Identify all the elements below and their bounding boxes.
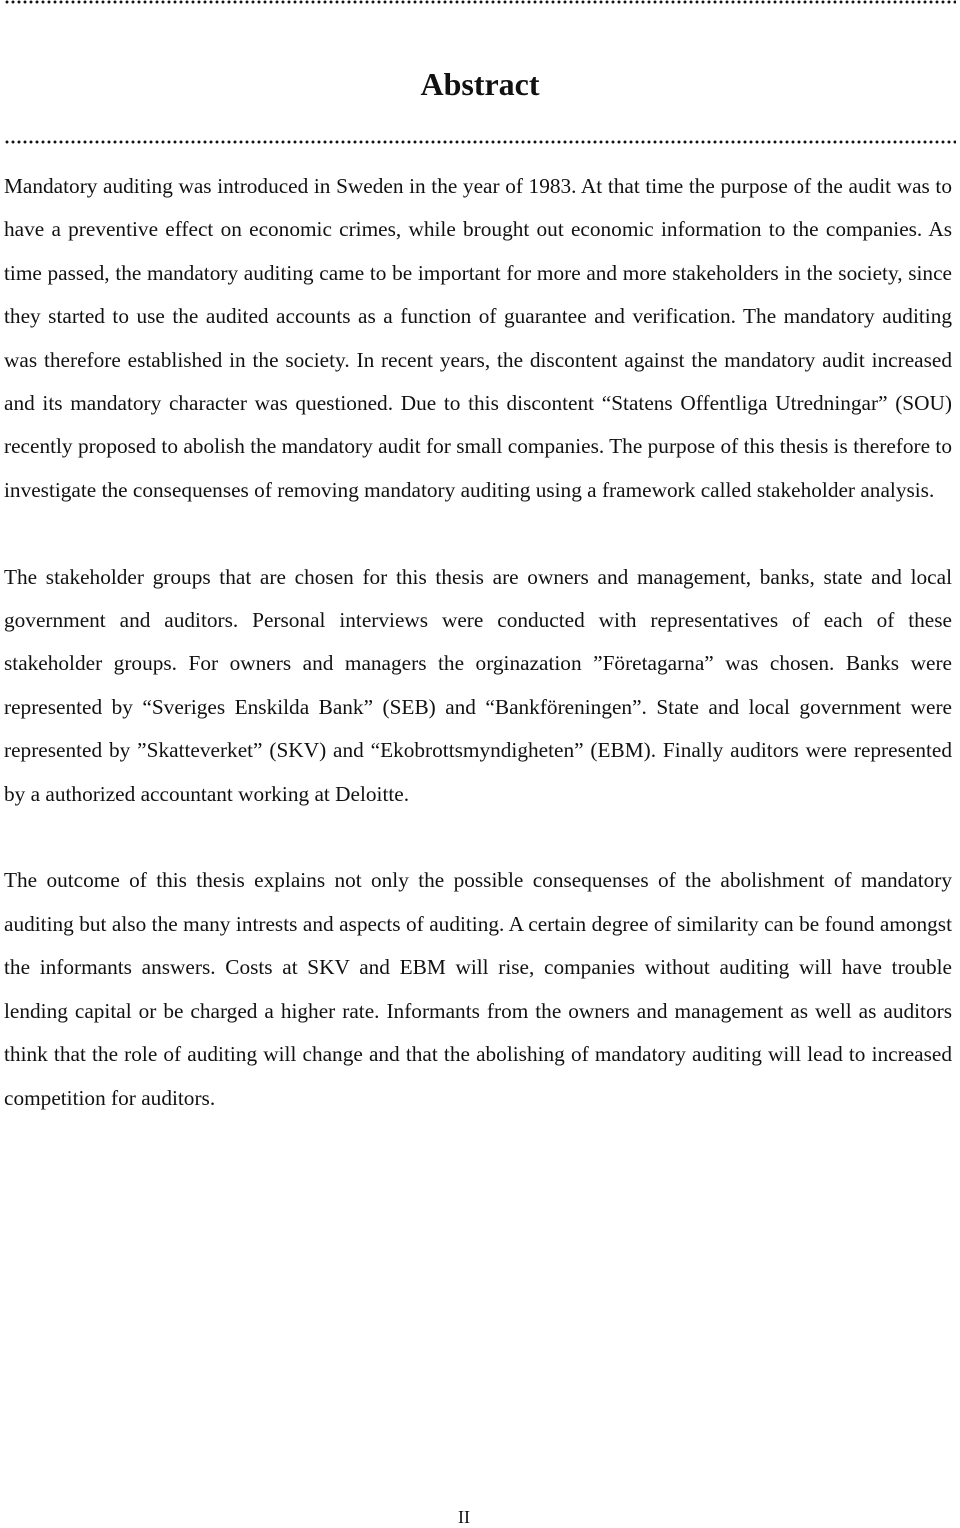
abstract-body xyxy=(4,165,952,1120)
paragraph-3: The outcome of this thesis explains not only the possible consequenses of the abolishment of mandatory auditing but also the many intrests and aspects of auditing. A certain degree of similarity can be found amongst the informants answers. Costs at SKV and EBM will rise, companies without auditing will have trouble lending capital or be charged a higher rate. Informants from the owners and management as well as auditors think that the role of auditing will change and that the abolishing of mandatory auditing will lead to increased competition for auditors. xyxy=(4,868,952,1110)
page-title: Abstract xyxy=(420,66,540,102)
title-dotted-rule xyxy=(4,140,956,144)
top-dotted-rule xyxy=(4,0,956,4)
paragraph-1: Mandatory auditing was introduced in Sweden in the year of 1983. At that time the purpose of the audit was to have a preventive effect on economic crimes, while brought out economic information to the companies. As time passed, the mandatory auditing came to be important for more and more stakeholders in the society, since they started to use the audited accounts as a function of guarantee and verification. The mandatory auditing was therefore established in the society. In recent years, the discontent against the mandatory audit increased and its mandatory character was questioned. Due to this discontent “Statens Offentliga Utredningar” (SOU) recently proposed to abolish the mandatory audit for small companies. The purpose of this thesis is therefore to investigate the consequenses of removing mandatory auditing using a framework called stakeholder analysis. xyxy=(4,174,952,502)
page-number: II xyxy=(458,1507,470,1527)
paragraph-2: The stakeholder groups that are chosen for this thesis are owners and management, banks, state and local government and auditors. Personal interviews were conducted with representatives of each of these stakeholder groups. For owners and managers the orginazation ”Företagarna” was chosen. Banks were represented by “Sveriges Enskilda Bank” (SEB) and “Bankföreningen”. State and local government were represented by ”Skatteverket” (SKV) and “Ekobrottsmyndigheten” (EBM). Finally auditors were represented by a authorized accountant working at Deloitte. xyxy=(4,564,952,806)
